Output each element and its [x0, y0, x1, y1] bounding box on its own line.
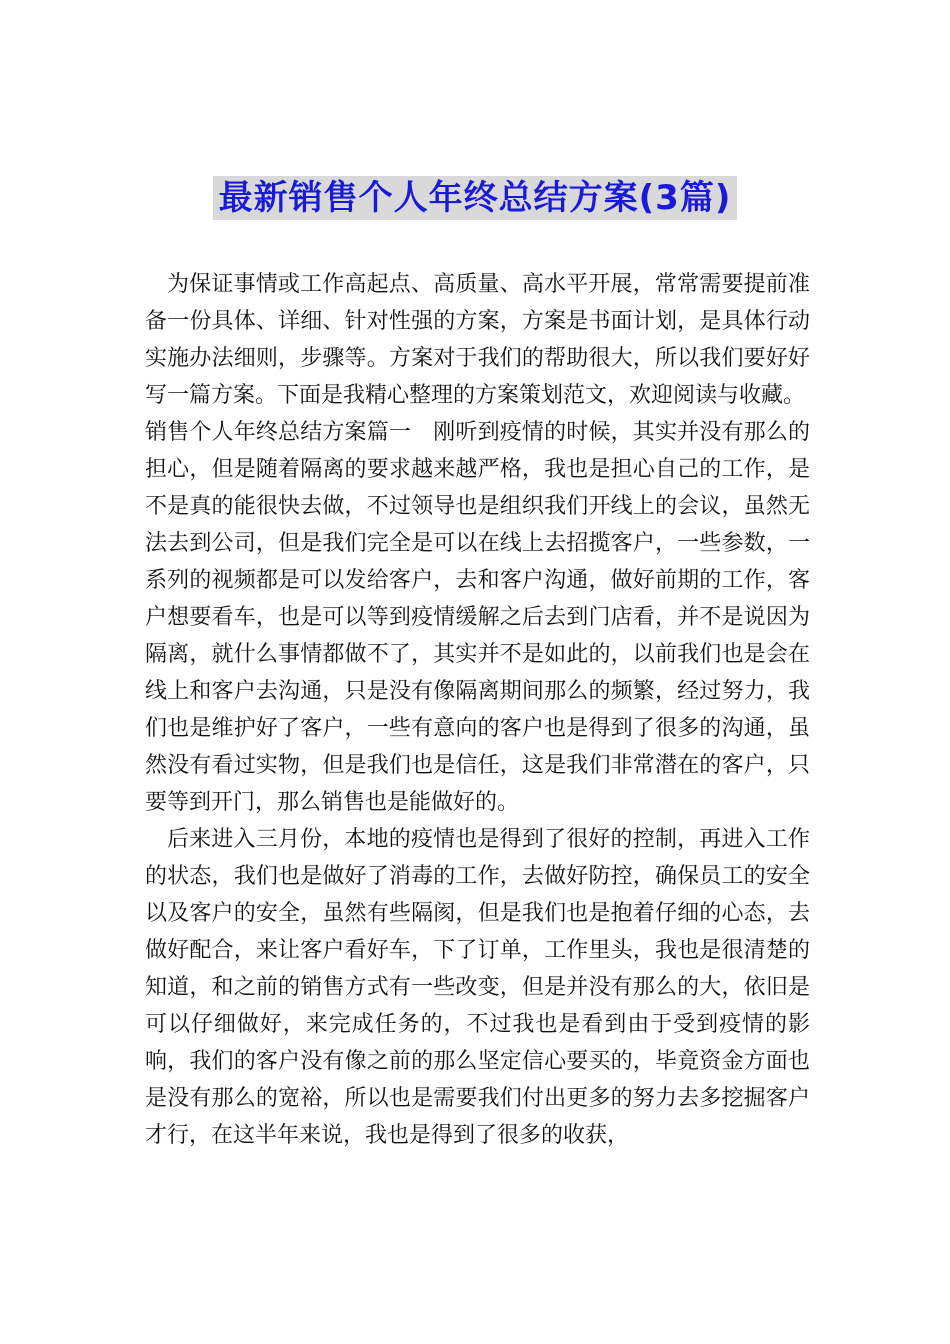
intro-paragraph: 为保证事情或工作高起点、高质量、高水平开展，常常需要提前准备一份具体、详细、针对性强的方案，方案是书面计划，是具体行动实施办法细则，步骤等。方案对于我们的帮助很大，所以我们要好好写一篇方案。下面是我精心整理的方案策划范文，欢迎阅读与收藏。 [145, 272, 810, 408]
section-one-continued-paragraph: 后来进入三月份，本地的疫情也是得到了很好的控制，再进入工作的状态，我们也是做好了消毒的工作，去做好防控，确保员工的安全以及客户的安全，虽然有些隔阂，但是我们也是抱着仔细的心态，去做好配合，来让客户看好车，下了订单，工作里头，我也是很清楚的知道，和之前的销售方式有一些改变，但是并没有那么的大，依旧是可以仔细做好，来完成任务的，不过我也是看到由于受到疫情的影响，我们的客户没有像之前的那么坚定信心要买的，毕竟资金方面也是没有那么的宽裕，所以也是需要我们付出更多的努力去多挖掘客户才行，在这半年来说，我也是得到了很多的收获， [145, 827, 810, 1148]
title-container [0, 176, 950, 220]
document-body [145, 266, 810, 1154]
document-title: 最新销售个人年终总结方案(3篇) [213, 176, 738, 220]
section-one-paragraph: 销售个人年终总结方案篇一 刚听到疫情的时候，其实并没有那么的担心，但是随着隔离的要求越来越严格，我也是担心自己的工作，是不是真的能很快去做，不过领导也是组织我们开线上的会议，虽然无法去到公司，但是我们完全是可以在线上去招揽客户，一些参数，一系列的视频都是可以发给客户，去和客户沟通，做好前期的工作，客户想要看车，也是可以等到疫情缓解之后去到门店看，并不是说因为隔离，就什么事情都做不了，其实并不是如此的，以前我们也是会在线上和客户去沟通，只是没有像隔离期间那么的频繁，经过努力，我们也是维护好了客户，一些有意向的客户也是得到了很多的沟通，虽然没有看过实物，但是我们也是信任，这是我们非常潜在的客户，只要等到开门，那么销售也是能做好的。 [145, 420, 810, 815]
